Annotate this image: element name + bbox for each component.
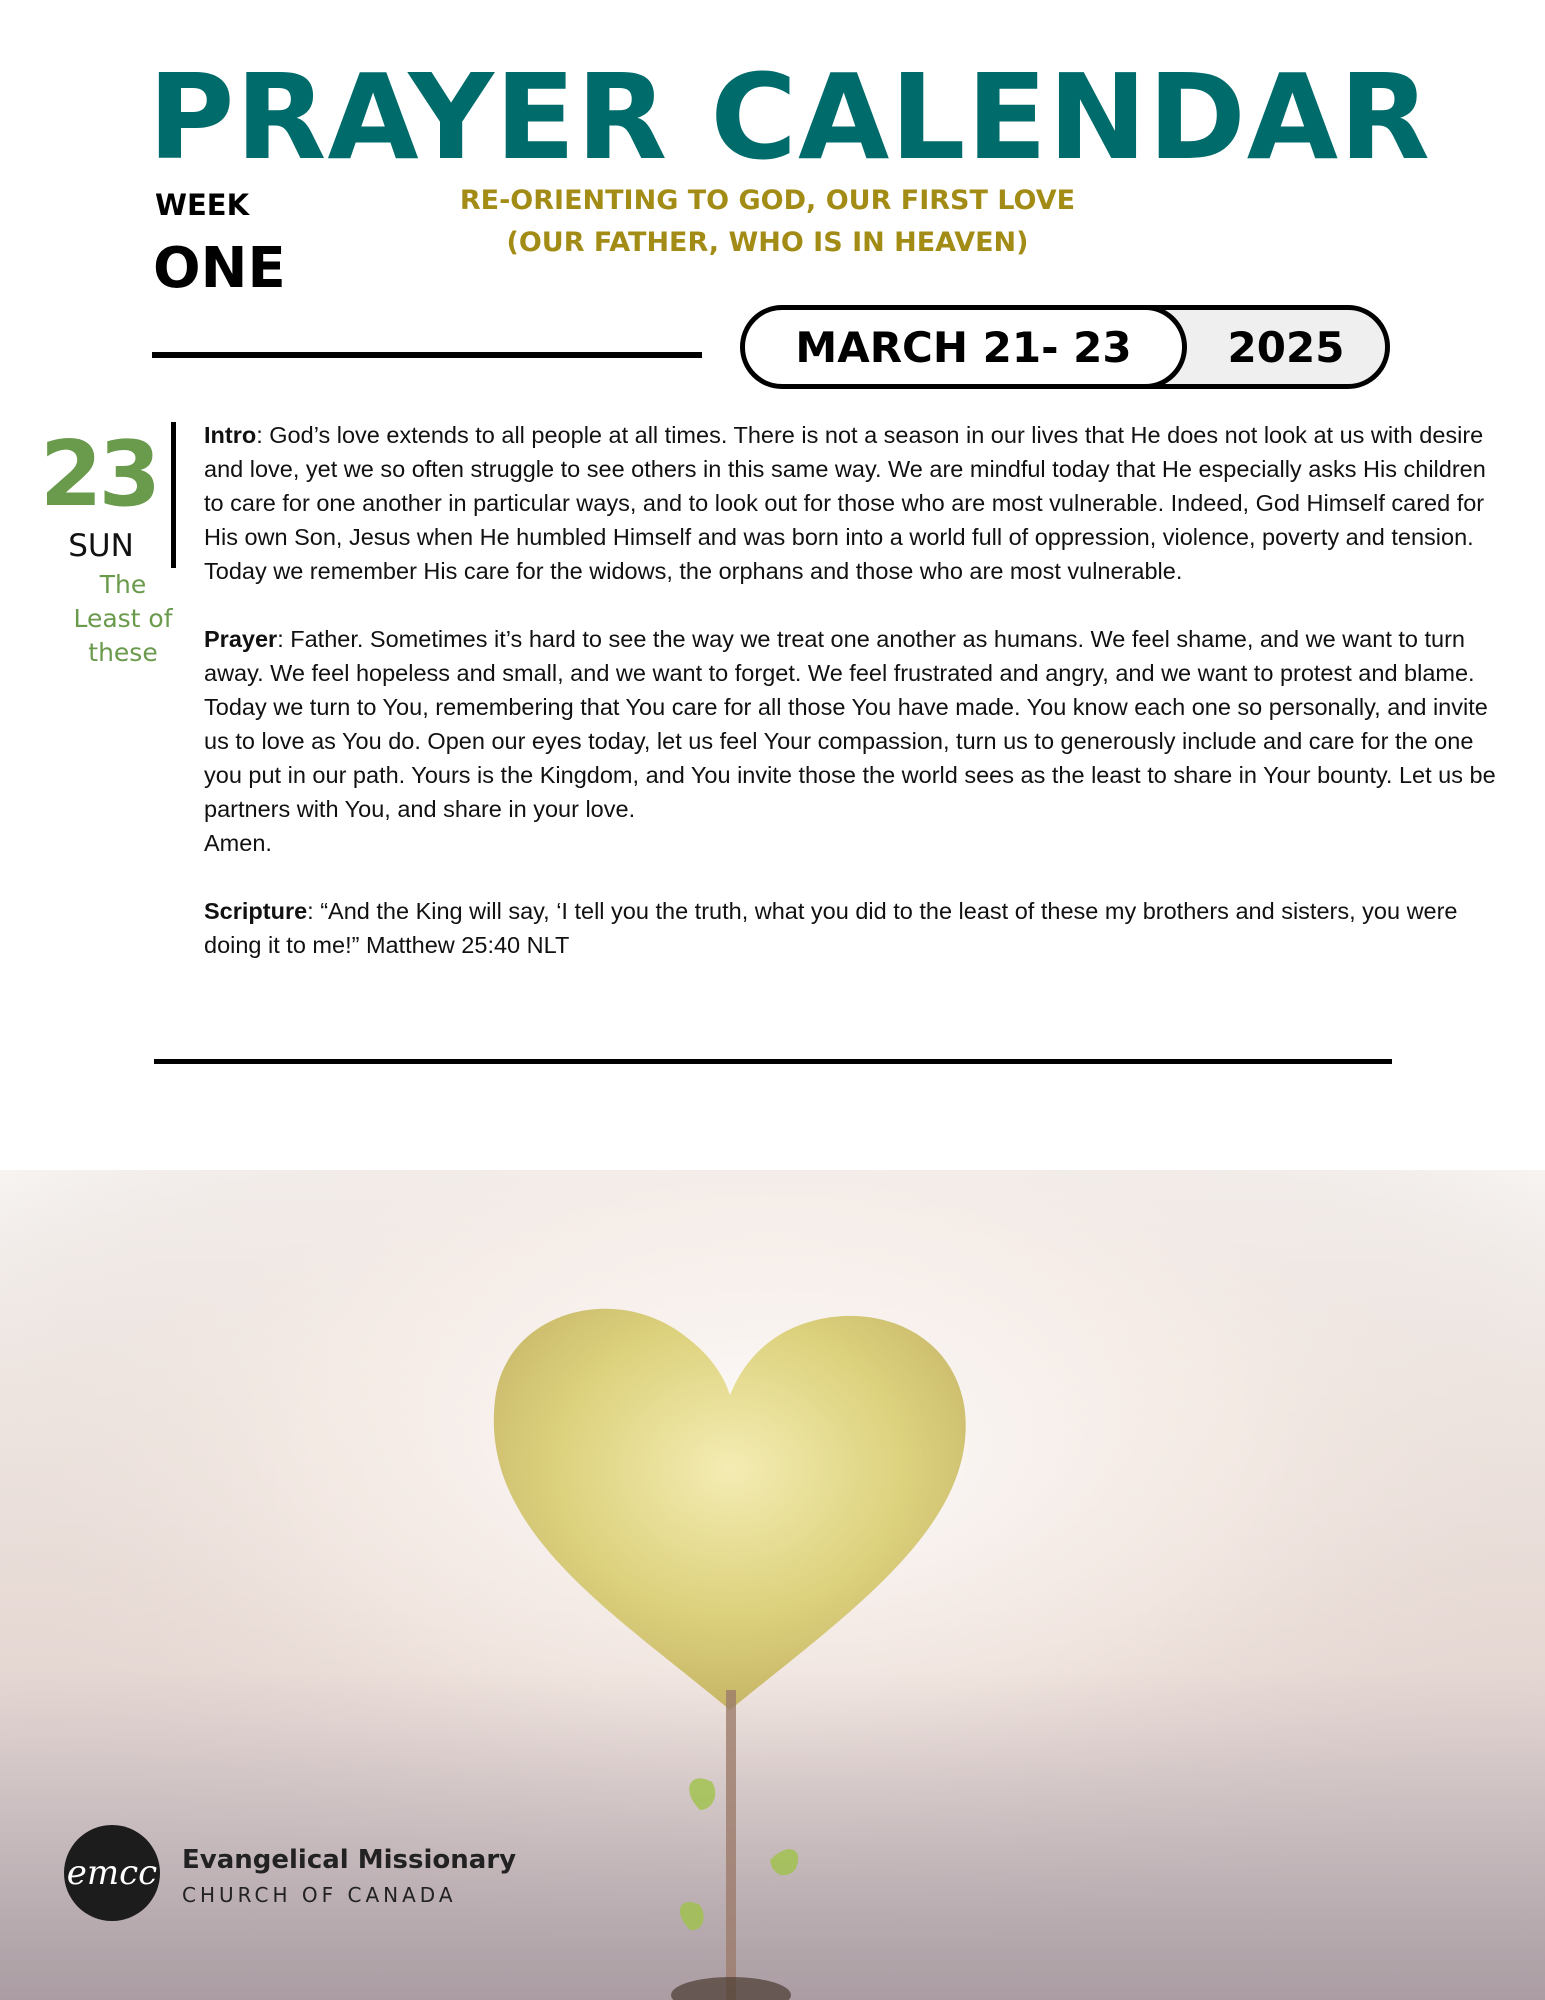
prayer-label: Prayer [204,626,278,652]
intro-paragraph [204,418,1504,588]
intro-text: : God’s love extends to all people at all times. There is not a season in our lives that He does not look at us with desire and love, yet we so often struggle to see others in this same way. We are mindful today that He especially asks His children to care for one another in particular ways, and to look out for those who are most vulnerable. Indeed, God Himself cared for His own Son, Jesus when He humbled Himself and was born into a world full of oppression, violence, poverty and tension. Today we remember His care for the widows, the orphans and those who are most vulnerable. [204,422,1486,584]
prayer-paragraph [204,622,1504,860]
week-label: WEEK [155,188,250,222]
intro-label: Intro [204,422,257,448]
day-theme [58,568,188,670]
theme-subtitle [400,180,1135,264]
day-theme-line-1: The [99,570,147,599]
scripture-label: Scripture [204,898,308,924]
church-logo [64,1825,524,1925]
day-name: SUN [68,528,134,564]
date-range: MARCH 21- 23 [740,305,1187,389]
day-divider-bar [171,422,176,568]
week-number: ONE [153,236,286,301]
header-divider [152,352,702,358]
day-number: 23 [39,422,158,527]
org-name: Evangelical Missionary [182,1845,517,1875]
page-title: PRAYER CALENDAR [148,48,1431,186]
content-divider [154,1059,1392,1064]
scripture-text: : “And the King will say, ‘I tell you the truth, what you did to the least of these my brothers and sisters, you were doing it to me!” Matthew 25:40 NLT [204,898,1458,958]
date-pill [740,305,1390,389]
prayer-amen: Amen. [204,830,272,856]
devotional-body [204,418,1504,996]
heart-plant-photo [0,1170,1545,2000]
prayer-text: : Father. Sometimes it’s hard to see the way we treat one another as humans. We feel shame, and we want to turn away. We feel hopeless and small, and we want to forget. We feel frustrated and angry, and we want to protest and blame. Today we turn to You, remembering that You care for all those You have made. You know each one so personally, and invite us to love as You do. Open our eyes today, let us feel Your compassion, turn us to generously include and care for the one you put in our path. Yours is the Kingdom, and You invite those the world sees as the least to share in Your bounty. Let us be partners with You, and share in your love. [204,626,1496,822]
emcc-logo-mark: emcc [64,1825,160,1921]
day-theme-line-3: these [88,638,158,667]
subtitle-line-1: RE-ORIENTING TO GOD, OUR FIRST LOVE [459,185,1076,216]
org-subtitle: CHURCH OF CANADA [182,1883,457,1907]
plant-stem [726,1690,736,2000]
scripture-paragraph [204,894,1504,962]
date-year: 2025 [1227,322,1345,372]
subtitle-line-2: (OUR FATHER, WHO IS IN HEAVEN) [506,227,1029,258]
day-theme-line-2: Least of [73,604,173,633]
